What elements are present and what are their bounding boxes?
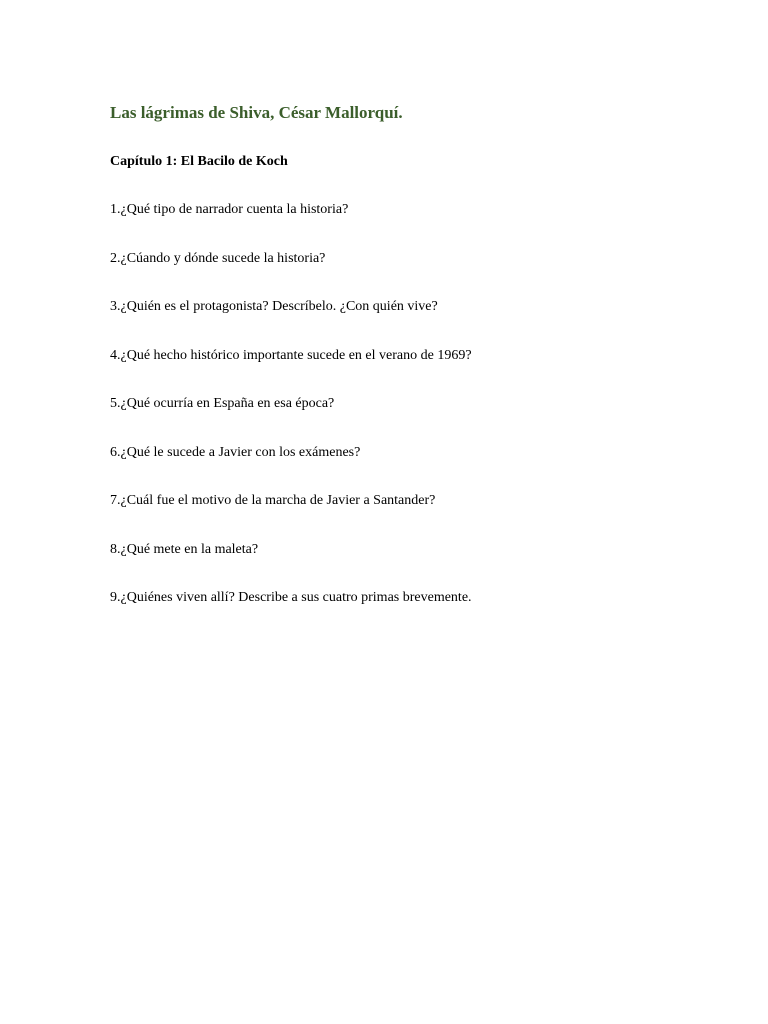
- question-item: 2.¿Cúando y dónde sucede la historia?: [110, 250, 326, 266]
- question-item: 5.¿Qué ocurría en España en esa época?: [110, 396, 335, 411]
- question-item: 9.¿Quiénes viven allí? Describe a sus cuatro primas brevemente.: [110, 590, 472, 605]
- question-item: 7.¿Cuál fue el motivo de la marcha de Javier a Santander?: [110, 493, 436, 508]
- question-item: 1.¿Qué tipo de narrador cuenta la historia?: [110, 202, 349, 217]
- chapter-heading: Capítulo 1: El Bacilo de Koch: [110, 154, 288, 169]
- question-item: 3.¿Quién es el protagonista? Descríbelo. ¿Con quién vive?: [110, 299, 438, 314]
- question-item: 8.¿Qué mete en la maleta?: [110, 541, 259, 557]
- document-title: Las lágrimas de Shiva, César Mallorquí.: [110, 103, 403, 122]
- question-list: [110, 200, 472, 637]
- question-item: 4.¿Qué hecho histórico importante sucede en el verano de 1969?: [110, 347, 472, 363]
- question-item: 6.¿Qué le sucede a Javier con los exámenes?: [110, 444, 361, 460]
